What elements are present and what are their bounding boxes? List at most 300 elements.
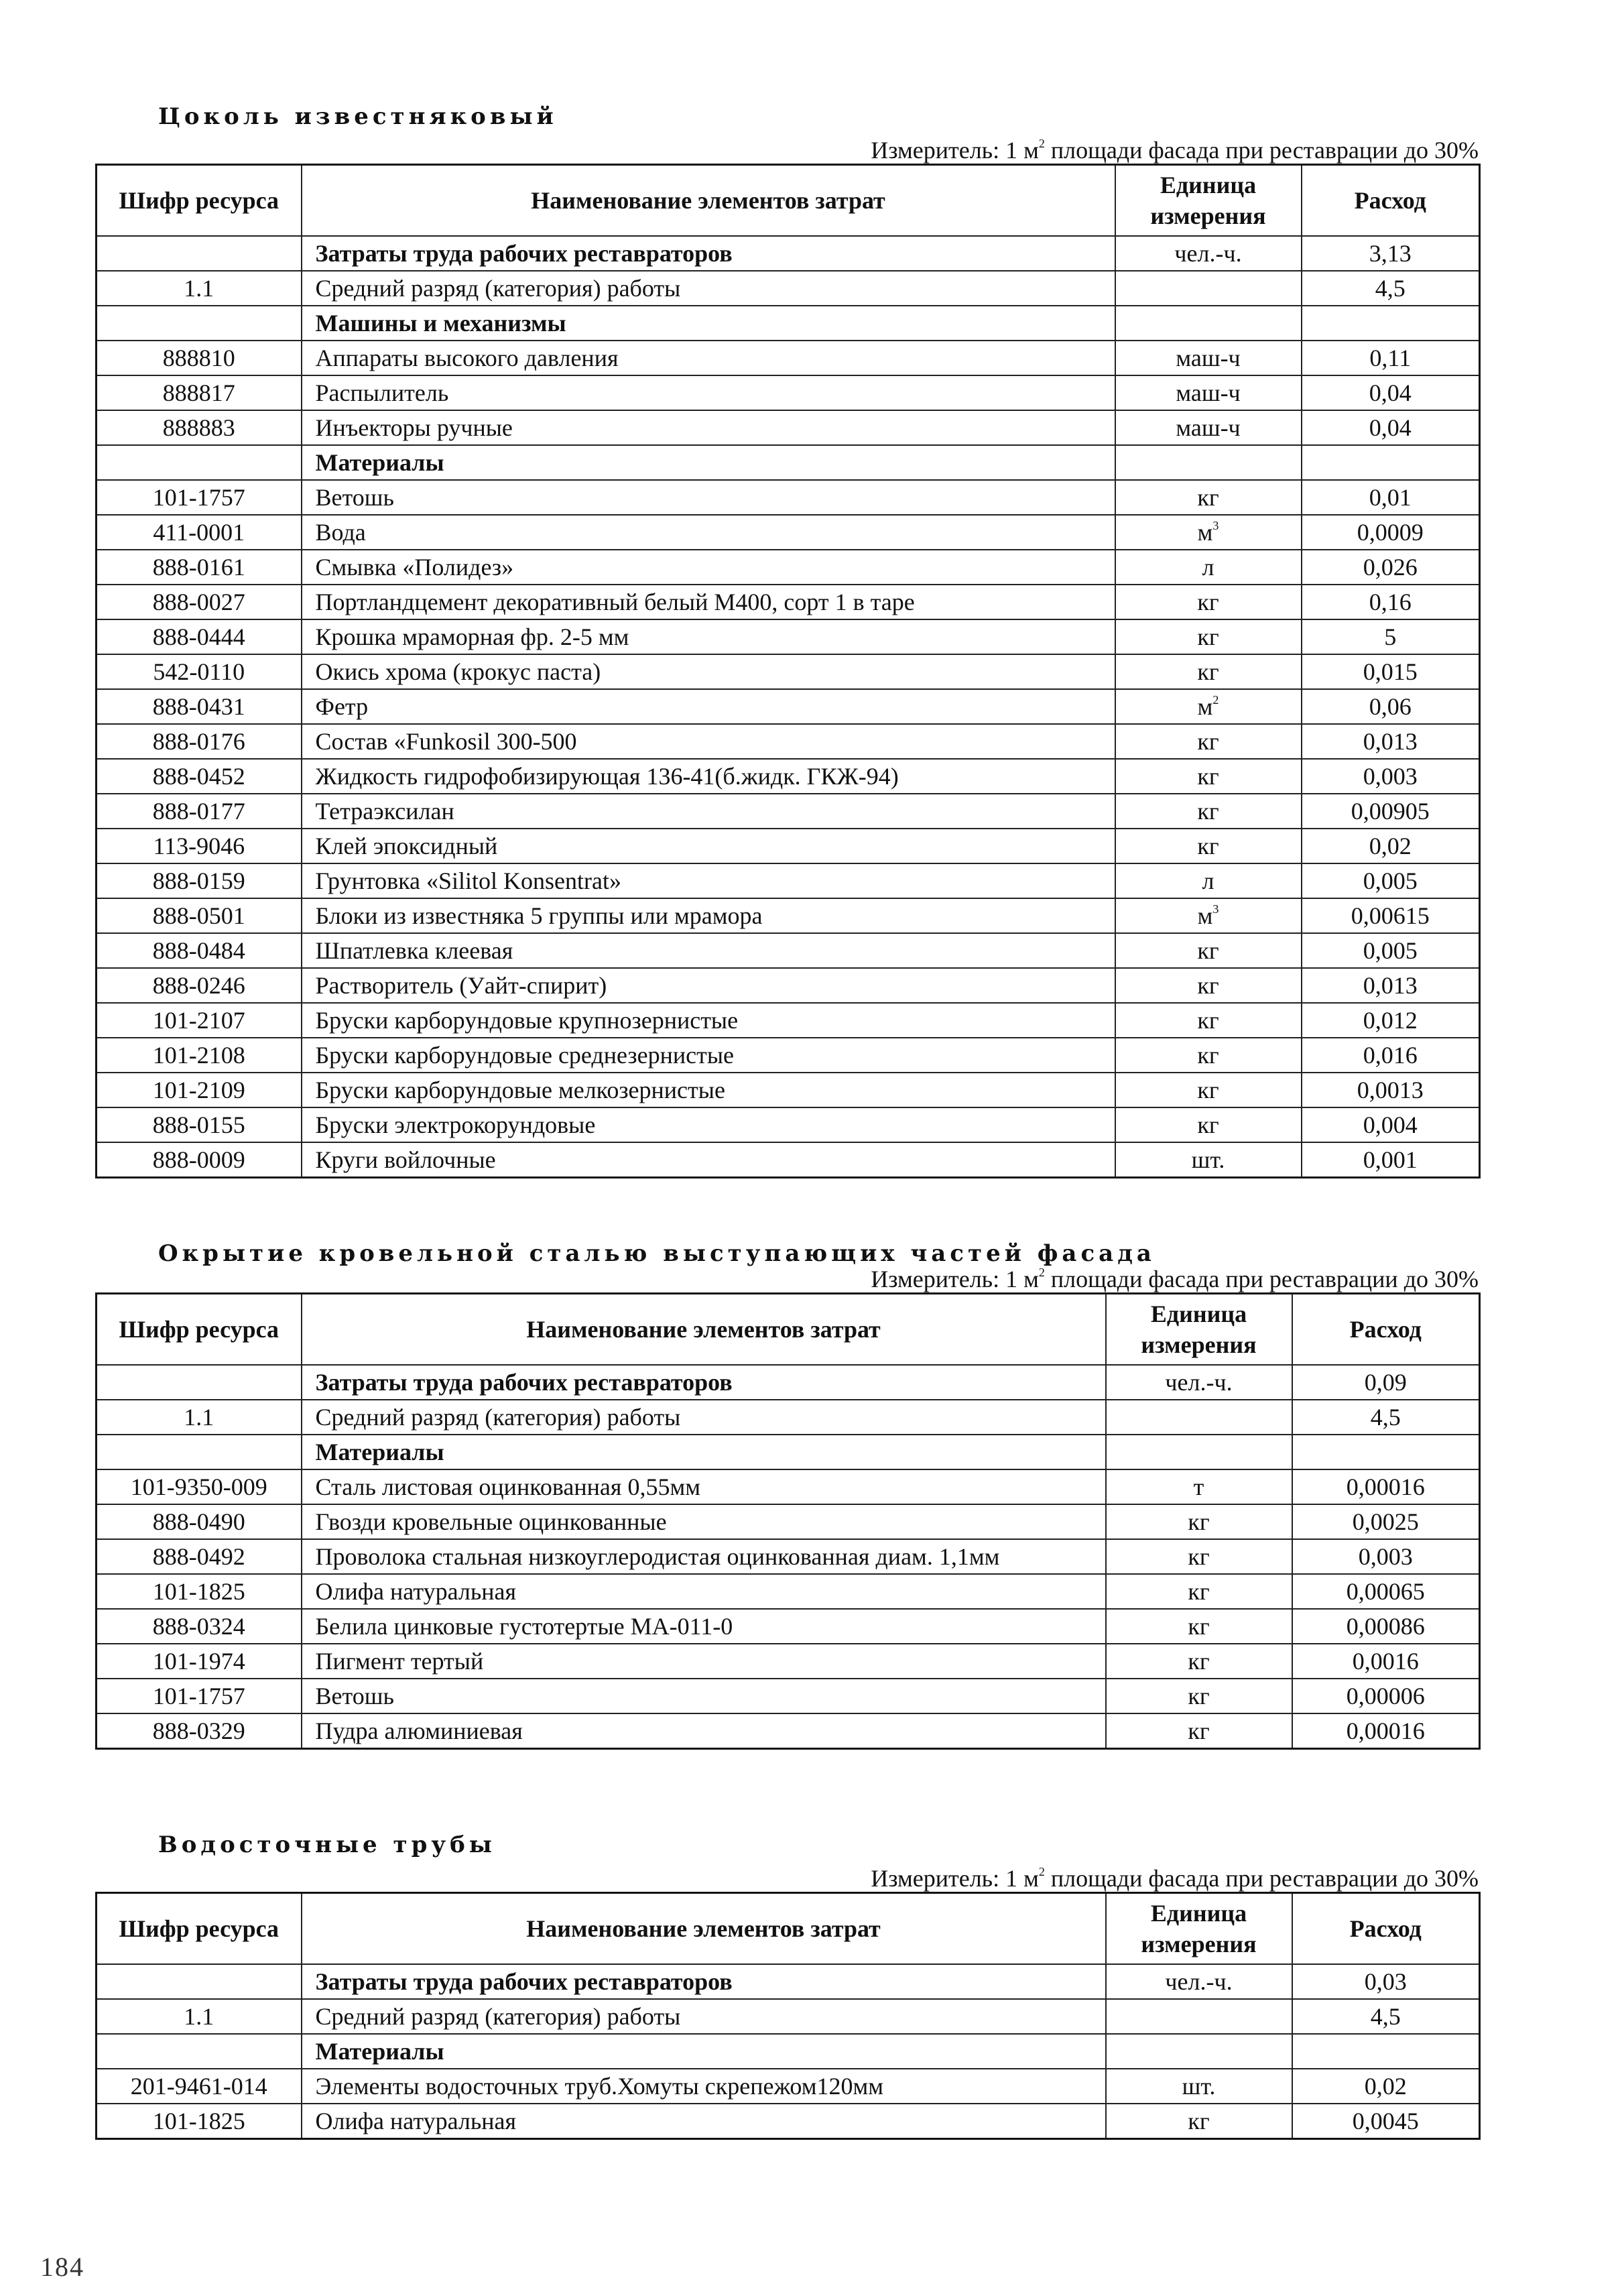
cell-name-text: Средний разряд (категория) работы <box>315 2003 681 2030</box>
cell-code <box>97 933 302 968</box>
cell-code <box>97 2034 302 2069</box>
cell-name-text: Окись хрома (крокус паста) <box>315 658 601 685</box>
table-row <box>97 759 1480 794</box>
cell-name-text: Распылитель <box>315 379 449 406</box>
cell-unit <box>1106 1679 1292 1713</box>
cell-name <box>302 1679 1106 1713</box>
cell-code-text: 888-0329 <box>152 1717 245 1744</box>
cell-unit-text: кг <box>1188 1613 1210 1640</box>
cell-code <box>97 1107 302 1142</box>
cell-code <box>97 1365 302 1400</box>
cell-unit <box>1115 341 1302 375</box>
cell-name <box>302 271 1115 306</box>
cell-code <box>97 1644 302 1679</box>
table-row <box>97 410 1480 445</box>
cell-name-text: Аппараты высокого давления <box>315 345 619 371</box>
cell-unit <box>1115 445 1302 480</box>
cell-unit-text: чел.-ч. <box>1174 240 1242 267</box>
cell-qty-text: 0,0025 <box>1352 1508 1419 1535</box>
cell-code <box>97 1038 302 1073</box>
cell-code <box>97 271 302 306</box>
cell-name-text: Элементы водосточных труб.Хомуты скрепежом120мм <box>315 2073 884 2100</box>
cell-qty-text: 0,0045 <box>1352 2108 1419 2134</box>
cell-code-text: 888-0484 <box>152 937 245 964</box>
table-row <box>97 933 1480 968</box>
cell-unit <box>1115 1142 1302 1178</box>
cell-unit <box>1115 271 1302 306</box>
cell-qty <box>1302 968 1480 1003</box>
cell-code <box>97 1679 302 1713</box>
cell-qty-text: 0,001 <box>1363 1146 1418 1173</box>
table-row <box>97 1539 1480 1574</box>
table-row <box>97 794 1480 829</box>
table-row <box>97 1679 1480 1713</box>
section-drainpipes <box>95 1829 1479 2140</box>
table-row <box>97 480 1480 515</box>
table-row <box>97 236 1480 271</box>
cell-unit <box>1115 515 1302 550</box>
cell-name-text: Бруски карборундовые среднезернистые <box>315 1042 735 1069</box>
cell-qty <box>1302 1003 1480 1038</box>
table-row <box>97 654 1480 689</box>
cell-code <box>97 306 302 341</box>
cell-qty <box>1302 1107 1480 1142</box>
cell-code-text: 888-0027 <box>152 589 245 615</box>
cell-name <box>302 1539 1106 1574</box>
cell-code-text: 101-1757 <box>152 1683 245 1709</box>
cell-qty-text: 0,015 <box>1363 658 1418 685</box>
cell-unit <box>1115 550 1302 585</box>
cell-qty-text: 0,00006 <box>1346 1683 1425 1709</box>
cell-unit <box>1115 1003 1302 1038</box>
cell-unit <box>1115 375 1302 410</box>
cell-name-text: Вода <box>315 519 366 546</box>
cell-name-text: Затраты труда рабочих реставраторов <box>315 1968 733 1995</box>
cell-unit <box>1115 968 1302 1003</box>
header-qty: Расход <box>1302 165 1480 237</box>
cell-qty-text: 0,03 <box>1364 1968 1407 1995</box>
cell-qty-text: 4,5 <box>1370 1404 1401 1431</box>
cell-name <box>302 689 1115 724</box>
section-title: Водосточные трубы <box>158 1831 496 1858</box>
cell-name-text: Гвозди кровельные оцинкованные <box>315 1508 667 1535</box>
cell-qty <box>1302 341 1480 375</box>
cell-name <box>302 1644 1106 1679</box>
cell-unit <box>1106 1609 1292 1644</box>
header-name: Наименование элементов затрат <box>302 1893 1106 1965</box>
cell-unit <box>1115 724 1302 759</box>
cell-code <box>97 375 302 410</box>
cell-code-text: 888-0161 <box>152 554 245 581</box>
table-header-row <box>97 1893 1480 1965</box>
cell-unit <box>1115 1038 1302 1073</box>
cell-code <box>97 1003 302 1038</box>
cell-name-text: Бруски карборундовые крупнозернистые <box>315 1007 739 1034</box>
cell-qty <box>1302 585 1480 619</box>
cell-code <box>97 863 302 898</box>
cell-code-text: 888-0324 <box>152 1613 245 1640</box>
cell-code <box>97 1539 302 1574</box>
cell-name <box>302 1999 1106 2034</box>
cell-name-text: Затраты труда рабочих реставраторов <box>315 240 733 267</box>
cell-unit <box>1115 1073 1302 1107</box>
table-row <box>97 306 1480 341</box>
cell-qty <box>1292 1644 1480 1679</box>
table-row <box>97 2104 1480 2139</box>
cell-code-text: 101-1757 <box>152 484 245 511</box>
cell-qty <box>1292 1574 1480 1609</box>
cell-name <box>302 898 1115 933</box>
cell-name <box>302 445 1115 480</box>
header-name: Наименование элементов затрат <box>302 1294 1106 1366</box>
header-unit: Единица измерения <box>1115 165 1302 237</box>
cell-code-text: 101-9350-009 <box>130 1473 267 1500</box>
cell-qty <box>1302 794 1480 829</box>
cell-qty <box>1302 619 1480 654</box>
cell-unit-text: чел.-ч. <box>1165 1369 1233 1396</box>
cell-unit-text: маш-ч <box>1176 345 1241 371</box>
cell-code-text: 1.1 <box>184 1404 214 1431</box>
cell-unit-text: шт. <box>1191 1146 1225 1173</box>
cell-code <box>97 1400 302 1435</box>
cell-unit-text: маш-ч <box>1176 379 1241 406</box>
cell-code <box>97 1713 302 1749</box>
cell-unit-text: кг <box>1197 972 1219 999</box>
unit-superscript: 3 <box>1212 519 1219 532</box>
cell-unit-text: л <box>1202 554 1214 581</box>
cell-unit-text: кг <box>1197 1042 1219 1069</box>
table-body <box>97 1964 1480 2139</box>
table-row <box>97 1400 1480 1435</box>
cell-qty <box>1302 306 1480 341</box>
cell-qty-text: 0,16 <box>1369 589 1412 615</box>
resource-table <box>95 164 1481 1179</box>
cell-unit-text: кг <box>1197 589 1219 615</box>
cell-qty <box>1292 1539 1480 1574</box>
table-row <box>97 1107 1480 1142</box>
cell-name-text: Материалы <box>315 2038 444 2065</box>
cell-name-text: Сталь листовая оцинкованная 0,55мм <box>315 1473 701 1500</box>
cell-unit <box>1115 829 1302 863</box>
cell-name-text: Машины и механизмы <box>315 310 566 337</box>
cell-code-text: 888-0177 <box>152 798 245 825</box>
cell-unit <box>1106 2104 1292 2139</box>
cell-qty <box>1292 1469 1480 1504</box>
cell-name <box>302 515 1115 550</box>
resource-table <box>95 1892 1481 2140</box>
section-roofing-steel <box>95 1237 1479 1750</box>
cell-name <box>302 1073 1115 1107</box>
cell-code-text: 101-2107 <box>152 1007 245 1034</box>
cell-unit <box>1106 1539 1292 1574</box>
cell-qty <box>1302 759 1480 794</box>
cell-qty <box>1292 1400 1480 1435</box>
cell-qty <box>1302 829 1480 863</box>
cell-name-text: Грунтовка «Silitol Konsentrat» <box>315 867 622 894</box>
cell-unit-text: кг <box>1188 2108 1210 2134</box>
cell-unit <box>1106 1713 1292 1749</box>
cell-unit <box>1106 1365 1292 1400</box>
page-number: 184 <box>40 2252 84 2282</box>
cell-unit <box>1115 585 1302 619</box>
cell-name <box>302 1142 1115 1178</box>
cell-code <box>97 410 302 445</box>
table-row <box>97 1365 1480 1400</box>
cell-name-text: Белила цинковые густотертые МА-011-0 <box>315 1613 733 1640</box>
header-unit: Единица измерения <box>1106 1294 1292 1366</box>
cell-code <box>97 1435 302 1469</box>
cell-qty <box>1292 1435 1480 1469</box>
cell-qty <box>1302 445 1480 480</box>
cell-name <box>302 2069 1106 2104</box>
cell-qty-text: 0,00065 <box>1346 1578 1425 1605</box>
cell-code-text: 1.1 <box>184 2003 214 2030</box>
cell-qty <box>1292 1999 1480 2034</box>
cell-name <box>302 654 1115 689</box>
table-body <box>97 1365 1480 1749</box>
cell-name <box>302 585 1115 619</box>
table-row <box>97 1073 1480 1107</box>
header-unit: Единица измерения <box>1106 1893 1292 1965</box>
cell-unit <box>1115 898 1302 933</box>
cell-code-text: 888-0009 <box>152 1146 245 1173</box>
table-row <box>97 550 1480 585</box>
cell-name <box>302 2034 1106 2069</box>
cell-qty-text: 0,11 <box>1369 345 1412 371</box>
cell-qty-text: 0,00016 <box>1346 1473 1425 1500</box>
table-row <box>97 1038 1480 1073</box>
cell-code-text: 888883 <box>162 414 235 441</box>
cell-code-text: 201-9461-014 <box>130 2073 267 2100</box>
cell-unit <box>1115 410 1302 445</box>
cell-unit-text: кг <box>1188 1683 1210 1709</box>
cell-unit <box>1115 654 1302 689</box>
table-row <box>97 585 1480 619</box>
cell-code-text: 888-0501 <box>152 902 245 929</box>
cell-unit <box>1115 1107 1302 1142</box>
cell-name-text: Шпатлевка клеевая <box>315 937 513 964</box>
measure-note: Измеритель: 1 $м^2$ площади фасада при реставрации до 30% <box>871 1266 1479 1292</box>
header-name: Наименование элементов затрат <box>302 165 1115 237</box>
cell-qty <box>1292 2034 1480 2069</box>
cell-qty-text: 0,013 <box>1363 728 1418 755</box>
cell-name-text: Инъекторы ручные <box>315 414 513 441</box>
cell-name <box>302 724 1115 759</box>
cell-qty <box>1302 863 1480 898</box>
cell-name-text: Круги войлочные <box>315 1146 496 1173</box>
cell-name-text: Средний разряд (категория) работы <box>315 1404 681 1431</box>
table-row <box>97 1504 1480 1539</box>
cell-qty-text: 5 <box>1384 623 1397 650</box>
cell-code <box>97 794 302 829</box>
cell-name-text: Олифа натуральная <box>315 2108 517 2134</box>
cell-unit-text: кг <box>1197 728 1219 755</box>
table-row <box>97 1003 1480 1038</box>
table-row <box>97 619 1480 654</box>
header-qty: Расход <box>1292 1893 1480 1965</box>
cell-unit-text: кг <box>1197 798 1219 825</box>
cell-qty-text: 0,005 <box>1363 867 1418 894</box>
cell-qty-text: 0,00086 <box>1346 1613 1425 1640</box>
cell-name-text: Бруски электрокорундовые <box>315 1111 596 1138</box>
cell-name-text: Материалы <box>315 449 444 476</box>
cell-qty <box>1292 2104 1480 2139</box>
cell-name-text: Жидкость гидрофобизирующая 136-41(б.жидк. ГКЖ-94) <box>315 763 899 790</box>
section-title: Цоколь известняковый <box>158 103 558 130</box>
cell-unit-text: кг <box>1197 833 1219 859</box>
cell-code-text: 1.1 <box>184 275 214 302</box>
cell-unit <box>1106 1400 1292 1435</box>
cell-unit <box>1106 1435 1292 1469</box>
cell-name-text: Проволока стальная низкоуглеродистая оцинкованная диам. 1,1мм <box>315 1543 1000 1570</box>
cell-name-text: Фетр <box>315 693 369 720</box>
cell-name <box>302 375 1115 410</box>
cell-qty <box>1292 1964 1480 1999</box>
resource-table <box>95 1292 1481 1750</box>
cell-qty-text: 0,005 <box>1363 937 1418 964</box>
cell-unit <box>1115 306 1302 341</box>
cell-unit <box>1115 689 1302 724</box>
cell-name <box>302 968 1115 1003</box>
cell-qty-text: 0,04 <box>1369 414 1412 441</box>
cell-qty-text: 3,13 <box>1369 240 1412 267</box>
cell-code-text: 888-0431 <box>152 693 245 720</box>
cell-unit <box>1115 480 1302 515</box>
cell-unit-text: м <box>1197 519 1213 546</box>
cell-unit <box>1115 794 1302 829</box>
cell-unit-text: кг <box>1188 1578 1210 1605</box>
cell-qty-text: 0,012 <box>1363 1007 1418 1034</box>
cell-name-text: Смывка «Полидез» <box>315 554 514 581</box>
cell-name <box>302 1107 1115 1142</box>
cell-unit-text: шт. <box>1182 2073 1216 2100</box>
cell-qty <box>1302 410 1480 445</box>
cell-name-text: Блоки из известняка 5 группы или мрамора <box>315 902 763 929</box>
cell-unit-text: кг <box>1197 937 1219 964</box>
cell-qty <box>1302 236 1480 271</box>
cell-code-text: 888-0452 <box>152 763 245 790</box>
cell-name-text: Пигмент тертый <box>315 1648 484 1675</box>
cell-name <box>302 1713 1106 1749</box>
cell-unit <box>1115 619 1302 654</box>
cell-unit <box>1106 1644 1292 1679</box>
cell-name <box>302 759 1115 794</box>
cell-code-text: 411-0001 <box>153 519 245 546</box>
cell-qty-text: 0,004 <box>1363 1111 1418 1138</box>
cell-name <box>302 1574 1106 1609</box>
cell-code <box>97 480 302 515</box>
cell-name-text: Портландцемент декоративный белый М400, сорт 1 в таре <box>315 589 915 615</box>
cell-unit <box>1115 933 1302 968</box>
cell-code <box>97 654 302 689</box>
cell-name-text: Бруски карборундовые мелкозернистые <box>315 1077 725 1103</box>
cell-unit <box>1106 2069 1292 2104</box>
cell-name-text: Крошка мраморная фр. 2-5 мм <box>315 623 629 650</box>
cell-code-text: 101-2109 <box>152 1077 245 1103</box>
cell-code-text: 888-0492 <box>152 1543 245 1570</box>
measure-note: Измеритель: 1 $м^2$ площади фасада при реставрации до 30% <box>871 1865 1479 1892</box>
table-row <box>97 445 1480 480</box>
table-row <box>97 1713 1480 1749</box>
cell-code-text: 542-0110 <box>153 658 245 685</box>
table-body <box>97 236 1480 1178</box>
cell-code <box>97 724 302 759</box>
table-row <box>97 1964 1480 1999</box>
cell-code <box>97 1073 302 1107</box>
cell-code-text: 888-0444 <box>152 623 245 650</box>
cell-unit-text: кг <box>1197 763 1219 790</box>
cell-qty-text: 0,003 <box>1363 763 1418 790</box>
cell-code-text: 113-9046 <box>153 833 245 859</box>
cell-qty-text: 0,0016 <box>1352 1648 1419 1675</box>
unit-superscript: 3 <box>1212 902 1219 916</box>
cell-code-text: 101-1825 <box>152 1578 245 1605</box>
cell-qty <box>1302 550 1480 585</box>
unit-superscript: 2 <box>1212 693 1219 707</box>
cell-name-text: Клей эпоксидный <box>315 833 498 859</box>
table-row <box>97 1644 1480 1679</box>
table-row <box>97 1142 1480 1178</box>
table-header-row <box>97 1294 1480 1366</box>
measure-note: Измеритель: 1 $м^2$ площади фасада при реставрации до 30% <box>871 137 1479 164</box>
cell-code-text: 888-0155 <box>152 1111 245 1138</box>
cell-qty-text: 0,00016 <box>1346 1717 1425 1744</box>
table-row <box>97 515 1480 550</box>
cell-code <box>97 759 302 794</box>
cell-code <box>97 550 302 585</box>
table-row <box>97 1469 1480 1504</box>
cell-qty-text: 0,04 <box>1369 379 1412 406</box>
cell-code-text: 888-0246 <box>152 972 245 999</box>
table-row <box>97 1574 1480 1609</box>
cell-code-text: 888-0490 <box>152 1508 245 1535</box>
cell-unit-text: кг <box>1197 1111 1219 1138</box>
cell-name <box>302 1365 1106 1400</box>
cell-name-text: Состав «Funkosil 300-500 <box>315 728 577 755</box>
cell-qty <box>1302 375 1480 410</box>
cell-qty <box>1302 271 1480 306</box>
table-row <box>97 829 1480 863</box>
cell-qty-text: 0,01 <box>1369 484 1412 511</box>
cell-qty-text: 0,026 <box>1363 554 1418 581</box>
cell-code <box>97 1142 302 1178</box>
cell-name <box>302 1964 1106 1999</box>
header-code: Шифр ресурса <box>97 1294 302 1366</box>
table-row <box>97 2034 1480 2069</box>
table-row <box>97 968 1480 1003</box>
cell-name <box>302 341 1115 375</box>
cell-qty-text: 0,06 <box>1369 693 1412 720</box>
cell-code <box>97 2104 302 2139</box>
cell-unit <box>1115 236 1302 271</box>
cell-qty-text: 0,00615 <box>1351 902 1430 929</box>
cell-code <box>97 1964 302 1999</box>
cell-qty-text: 0,0009 <box>1357 519 1424 546</box>
cell-code <box>97 585 302 619</box>
cell-qty <box>1302 515 1480 550</box>
cell-name <box>302 480 1115 515</box>
cell-code-text: 101-1974 <box>152 1648 245 1675</box>
cell-qty <box>1302 1038 1480 1073</box>
header-code: Шифр ресурса <box>97 1893 302 1965</box>
cell-name-text: Тетраэксилан <box>315 798 454 825</box>
table-header-row <box>97 165 1480 237</box>
cell-unit <box>1106 1999 1292 2034</box>
section-title: Окрытие кровельной сталью выступающих частей фасада <box>158 1240 1156 1267</box>
table-row <box>97 271 1480 306</box>
cell-unit <box>1115 759 1302 794</box>
cell-unit-text: чел.-ч. <box>1165 1968 1233 1995</box>
